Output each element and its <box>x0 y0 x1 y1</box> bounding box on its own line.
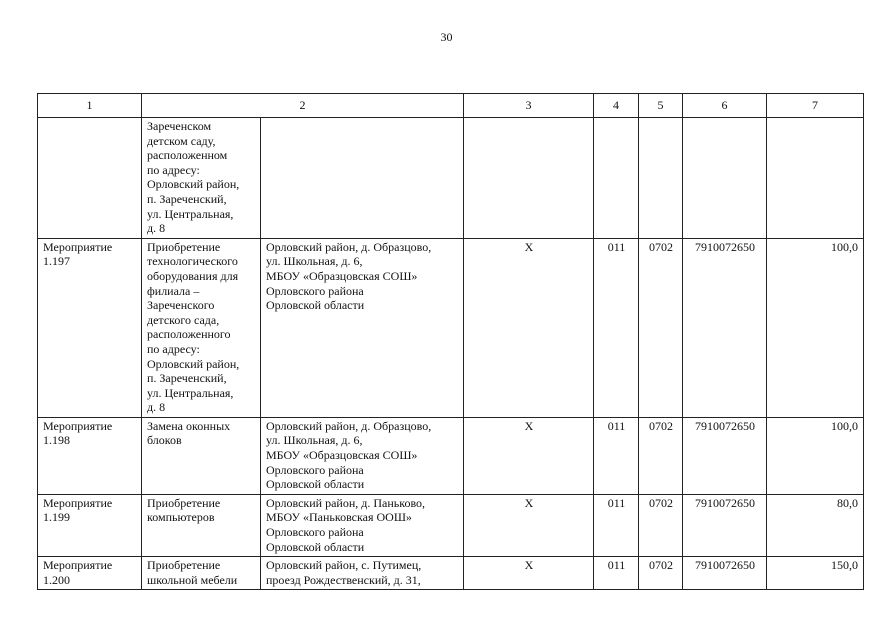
cell-address: Орловский район, с. Путимец, проезд Рождественский, д. 31, <box>261 557 464 590</box>
cell-id: Мероприятие 1.199 <box>38 494 142 556</box>
cell-col7: 150,0 <box>767 557 864 590</box>
cell-col5 <box>639 118 683 239</box>
cell-col3: X <box>464 417 594 494</box>
cell-description: Зареченском детском саду, расположенном по адресу: Орловский район, п. Зареченский, ул. Центральная, д. 8 <box>142 118 261 239</box>
cell-col3 <box>464 118 594 239</box>
cell-id: Мероприятие 1.200 <box>38 557 142 590</box>
cell-col6: 7910072650 <box>683 238 767 417</box>
cell-col6: 7910072650 <box>683 494 767 556</box>
header-col-1: 1 <box>38 94 142 118</box>
cell-address <box>261 118 464 239</box>
cell-address: Орловский район, д. Образцово, ул. Школьная, д. 6, МБОУ «Образцовская СОШ» Орловского района Орловской области <box>261 238 464 417</box>
cell-col3: X <box>464 557 594 590</box>
cell-col4: 011 <box>594 238 639 417</box>
cell-col7: 100,0 <box>767 238 864 417</box>
table-row <box>38 238 864 417</box>
cell-id <box>38 118 142 239</box>
cell-description: Приобретение компьютеров <box>142 494 261 556</box>
cell-id: Мероприятие 1.198 <box>38 417 142 494</box>
header-row <box>38 94 864 118</box>
cell-col5: 0702 <box>639 238 683 417</box>
table-row <box>38 557 864 590</box>
header-col-7: 7 <box>767 94 864 118</box>
cell-col4: 011 <box>594 494 639 556</box>
cell-col5: 0702 <box>639 494 683 556</box>
cell-col4 <box>594 118 639 239</box>
cell-col4: 011 <box>594 417 639 494</box>
cell-description: Приобретение школьной мебели <box>142 557 261 590</box>
cell-col4: 011 <box>594 557 639 590</box>
header-col-4: 4 <box>594 94 639 118</box>
cell-description: Приобретение технологического оборудования для филиала – Зареченского детского сада, расположенного по адресу: Орловский район, п. Зареченский, ул. Центральная, д. 8 <box>142 238 261 417</box>
header-col-2: 2 <box>142 94 464 118</box>
cell-col7: 100,0 <box>767 417 864 494</box>
cell-description: Замена оконных блоков <box>142 417 261 494</box>
header-col-3: 3 <box>464 94 594 118</box>
cell-id: Мероприятие 1.197 <box>38 238 142 417</box>
cell-address: Орловский район, д. Паньково, МБОУ «Паньковская ООШ» Орловского района Орловской области <box>261 494 464 556</box>
budget-table <box>37 93 864 590</box>
cell-col7: 80,0 <box>767 494 864 556</box>
table-row <box>38 417 864 494</box>
table-row <box>38 118 864 239</box>
page-number: 30 <box>440 30 453 44</box>
cell-address: Орловский район, д. Образцово, ул. Школьная, д. 6, МБОУ «Образцовская СОШ» Орловского района Орловской области <box>261 417 464 494</box>
cell-col5: 0702 <box>639 557 683 590</box>
cell-col7 <box>767 118 864 239</box>
cell-col3: X <box>464 494 594 556</box>
header-col-5: 5 <box>639 94 683 118</box>
cell-col6: 7910072650 <box>683 417 767 494</box>
header-col-6: 6 <box>683 94 767 118</box>
cell-col6 <box>683 118 767 239</box>
table-row <box>38 494 864 556</box>
cell-col5: 0702 <box>639 417 683 494</box>
cell-col6: 7910072650 <box>683 557 767 590</box>
cell-col3: X <box>464 238 594 417</box>
